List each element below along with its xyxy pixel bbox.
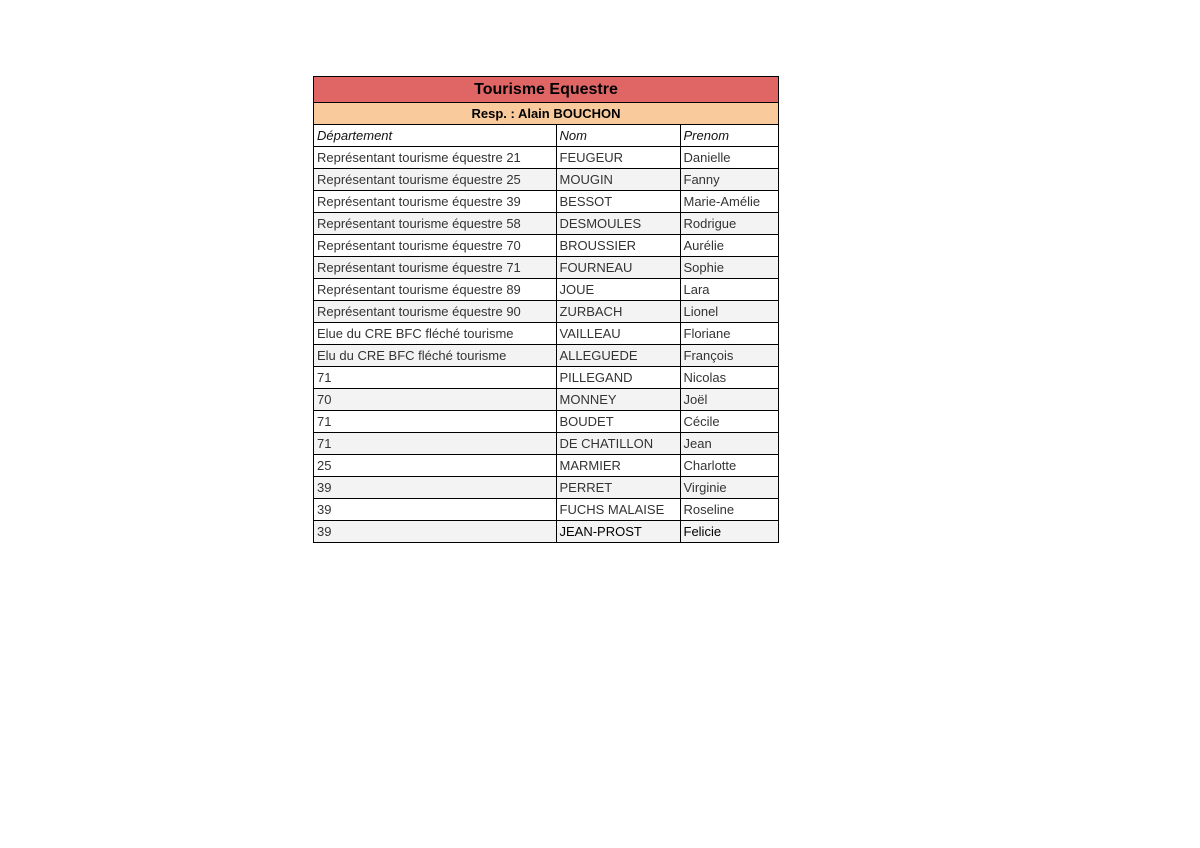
- table-title: Tourisme Equestre: [314, 77, 778, 103]
- cell-prenom: Lara: [680, 279, 778, 301]
- cell-prenom: Danielle: [680, 147, 778, 169]
- cell-departement: Représentant tourisme équestre 71: [314, 257, 556, 279]
- cell-nom: FEUGEUR: [556, 147, 680, 169]
- table-row: [314, 213, 778, 235]
- cell-nom: ALLEGUEDE: [556, 345, 680, 367]
- cell-departement: Représentant tourisme équestre 25: [314, 169, 556, 191]
- table-row: [314, 257, 778, 279]
- table-row: [314, 411, 778, 433]
- cell-prenom: Sophie: [680, 257, 778, 279]
- cell-nom: BROUSSIER: [556, 235, 680, 257]
- table-row: [314, 367, 778, 389]
- cell-departement: 70: [314, 389, 556, 411]
- cell-prenom: Rodrigue: [680, 213, 778, 235]
- cell-departement: Représentant tourisme équestre 21: [314, 147, 556, 169]
- cell-prenom: Joël: [680, 389, 778, 411]
- header-departement: Département: [314, 125, 556, 147]
- table-row: [314, 169, 778, 191]
- cell-nom: FOURNEAU: [556, 257, 680, 279]
- cell-prenom: Marie-Amélie: [680, 191, 778, 213]
- table-row: [314, 345, 778, 367]
- cell-nom: PERRET: [556, 477, 680, 499]
- table-row: [314, 235, 778, 257]
- cell-prenom: Lionel: [680, 301, 778, 323]
- cell-nom: JEAN-PROST: [556, 521, 680, 543]
- table-row: [314, 499, 778, 521]
- responsible-label: Resp. : Alain BOUCHON: [314, 103, 778, 125]
- header-row: [314, 125, 778, 147]
- cell-nom: ZURBACH: [556, 301, 680, 323]
- spreadsheet-table: [313, 76, 779, 543]
- cell-departement: Représentant tourisme équestre 58: [314, 213, 556, 235]
- cell-nom: FUCHS MALAISE: [556, 499, 680, 521]
- cell-nom: DESMOULES: [556, 213, 680, 235]
- cell-departement: 39: [314, 521, 556, 543]
- table-row: [314, 521, 778, 543]
- cell-nom: DE CHATILLON: [556, 433, 680, 455]
- table-row: [314, 389, 778, 411]
- cell-departement: 39: [314, 499, 556, 521]
- table-row: [314, 301, 778, 323]
- cell-nom: BOUDET: [556, 411, 680, 433]
- table-row: [314, 455, 778, 477]
- cell-prenom: Roseline: [680, 499, 778, 521]
- table-row: [314, 279, 778, 301]
- cell-departement: Elue du CRE BFC fléché tourisme: [314, 323, 556, 345]
- table-row: [314, 477, 778, 499]
- cell-prenom: Aurélie: [680, 235, 778, 257]
- cell-departement: Représentant tourisme équestre 90: [314, 301, 556, 323]
- cell-departement: Représentant tourisme équestre 89: [314, 279, 556, 301]
- cell-prenom: Cécile: [680, 411, 778, 433]
- table-row: [314, 433, 778, 455]
- cell-prenom: Nicolas: [680, 367, 778, 389]
- cell-prenom: Floriane: [680, 323, 778, 345]
- cell-nom: MOUGIN: [556, 169, 680, 191]
- cell-departement: Représentant tourisme équestre 39: [314, 191, 556, 213]
- cell-nom: BESSOT: [556, 191, 680, 213]
- cell-prenom: Virginie: [680, 477, 778, 499]
- cell-departement: Elu du CRE BFC fléché tourisme: [314, 345, 556, 367]
- header-nom: Nom: [556, 125, 680, 147]
- cell-departement: 25: [314, 455, 556, 477]
- cell-nom: MONNEY: [556, 389, 680, 411]
- cell-nom: MARMIER: [556, 455, 680, 477]
- table-row: [314, 191, 778, 213]
- cell-prenom: François: [680, 345, 778, 367]
- cell-nom: VAILLEAU: [556, 323, 680, 345]
- members-table: [314, 125, 778, 542]
- cell-departement: 71: [314, 367, 556, 389]
- cell-prenom: Charlotte: [680, 455, 778, 477]
- cell-prenom: Fanny: [680, 169, 778, 191]
- table-row: [314, 147, 778, 169]
- cell-prenom: Jean: [680, 433, 778, 455]
- cell-departement: 39: [314, 477, 556, 499]
- cell-nom: JOUE: [556, 279, 680, 301]
- cell-departement: 71: [314, 433, 556, 455]
- cell-departement: 71: [314, 411, 556, 433]
- cell-prenom: Felicie: [680, 521, 778, 543]
- cell-nom: PILLEGAND: [556, 367, 680, 389]
- table-row: [314, 323, 778, 345]
- header-prenom: Prenom: [680, 125, 778, 147]
- cell-departement: Représentant tourisme équestre 70: [314, 235, 556, 257]
